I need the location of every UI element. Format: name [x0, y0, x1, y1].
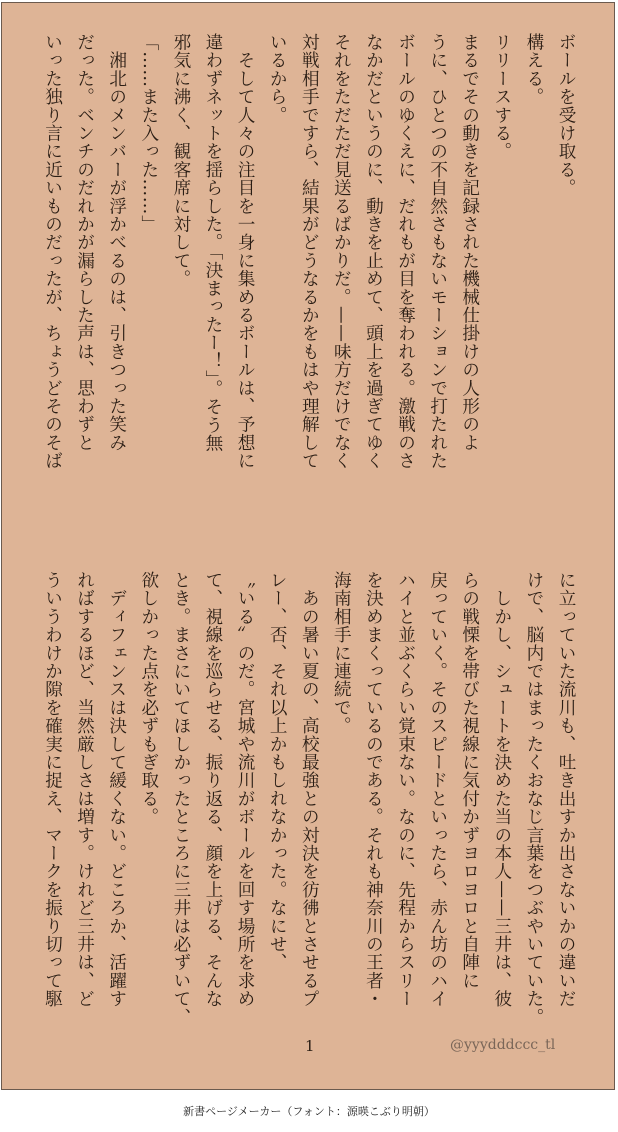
page-number: 1	[305, 1037, 315, 1055]
text-column-bottom	[36, 571, 582, 1051]
text-line: ハイと並ぶくらい覚束ない。なのに、先程からスリー	[395, 571, 416, 1008]
text-line: ボールのゆくえに、だれもが目を奪われる。激戦のさ	[395, 33, 416, 470]
text-line: ボールを受け取る。	[556, 33, 576, 197]
text-line: らの戦慄を帯びた視線に気付かずヨロヨロと自陣に	[459, 571, 480, 990]
text-line: 〝いる〟のだ。宮城や流川がボールを回す場所を求め	[235, 571, 256, 1008]
text-line: レー、否、それ以上かもしれなかった。なにせ、	[267, 571, 288, 972]
text-line: だった。ベンチのだれかが漏らした声は、思わずと	[74, 33, 95, 452]
text-line: 構える。	[523, 33, 544, 106]
text-line: て、視線を巡らせる、振り返る、顔を上げる、そんな	[202, 571, 223, 1008]
text-line: を決めまくっているのである。それも神奈川の王者・	[363, 571, 384, 1008]
text-line: 湘北のメンバーが浮かべるのは、引きつった笑み	[106, 33, 127, 452]
text-line: しかし、シュートを決めた当の本人——三井は、彼	[491, 571, 512, 1008]
text-line: とき。まさにいてほしかったところに三井は必ずいて、	[170, 571, 191, 1026]
text-line: 邪気に沸く、観客席に対して。	[170, 33, 191, 288]
text-line: いるから。	[267, 33, 288, 124]
text-line: ればするほど、当然厳しさは増す。けれど三井は、ど	[74, 571, 95, 1008]
text-line: 海南相手に連続で。	[331, 571, 352, 735]
text-line: 対戦相手ですら、結果がどうなるかをもはや理解して	[299, 33, 320, 470]
text-line: 「……また入った……」	[138, 33, 159, 234]
text-line: あの暑い夏の、高校最強との対決を彷彿とさせるプ	[299, 571, 320, 1008]
text-line: に立っていた流川も、吐き出すか出さないかの違いだ	[556, 571, 576, 1008]
book-page	[1, 2, 615, 1090]
text-line: けで、脳内ではまったくおなじ言葉をつぶやいていた。	[523, 571, 544, 1026]
text-line: そして人々の注目を一身に集めるボールは、予想に	[235, 33, 256, 470]
text-line: リリースする。	[491, 33, 512, 161]
text-column-top	[36, 33, 582, 513]
text-line: なかだというのに、動きを止めて、頭上を過ぎてゆく	[363, 33, 384, 470]
text-line: いった独り言に近いものだったが、ちょうどそのそば	[42, 33, 63, 470]
text-line: ディフェンスは決して緩くない。どころか、活躍す	[106, 571, 127, 1008]
text-line: まるでその動きを記録された機械仕掛けの人形のよ	[459, 33, 480, 452]
text-line: 欲しかった点を必ずもぎ取る。	[138, 571, 159, 826]
text-line: うに、ひとつの不自然さもないモーションで打たれた	[427, 33, 448, 470]
text-line: 違わずネットを揺らした。「決まったー！」。そう無	[202, 33, 223, 453]
text-line: それをただただ見送るばかりだ。——味方だけでなく	[331, 33, 352, 470]
author-handle: @yyydddccc_tl	[450, 1037, 556, 1053]
text-line: ういうわけか隙を確実に捉え、マークを振り切って駆	[42, 571, 63, 1008]
generator-caption: 新書ページメーカー（フォント：源暎こぶり明朝）	[183, 1105, 435, 1118]
text-line: 戻っていく。そのスピードといったら、赤ん坊のハイ	[427, 571, 448, 1008]
